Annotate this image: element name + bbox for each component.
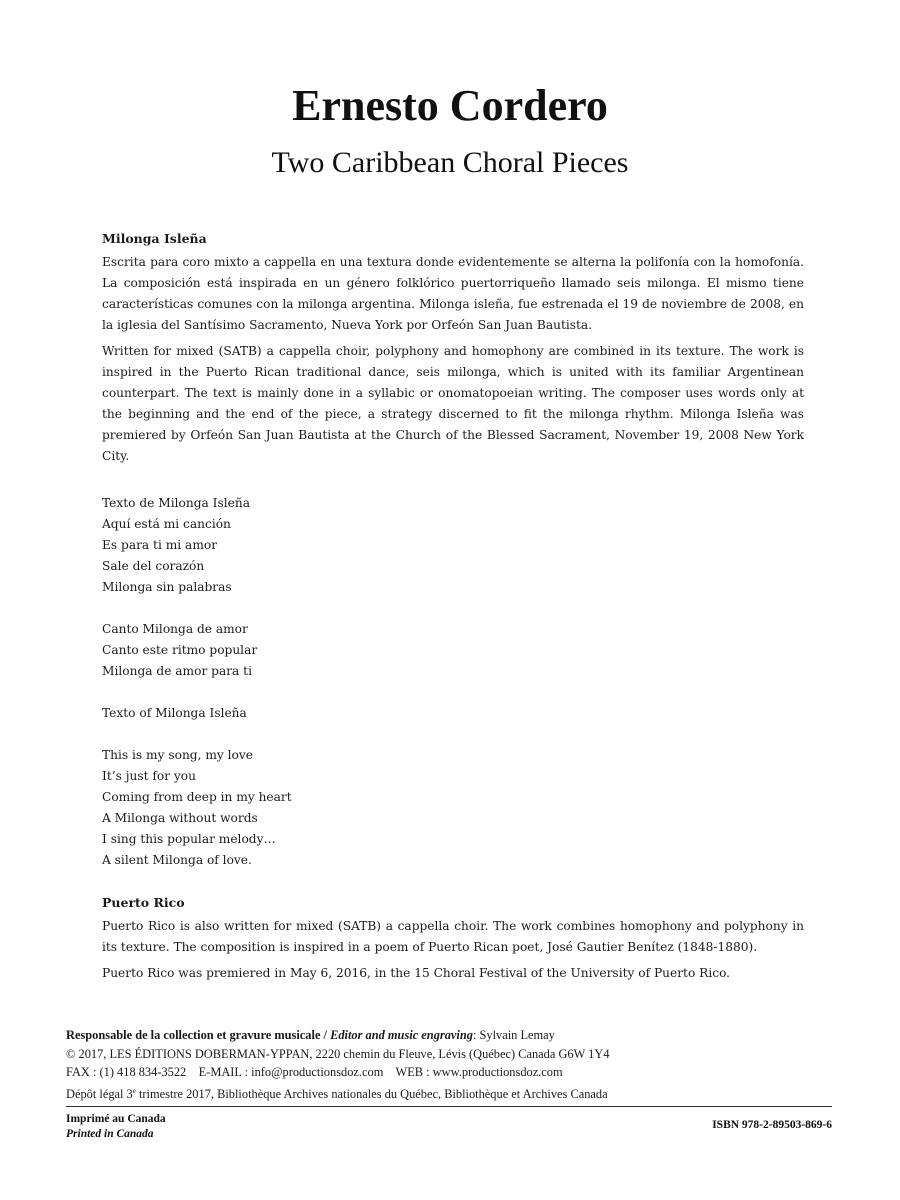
section-heading-puerto-rico: Puerto Rico <box>102 895 185 910</box>
lyrics-heading: Texto of Milonga Isleña <box>102 706 247 720</box>
footer-divider <box>66 1106 832 1107</box>
editor-name: Sylvain Lemay <box>479 1028 555 1042</box>
publisher-line: © 2017, LES ÉDITIONS DOBERMAN-YPPAN, 2220 chemin du Fleuve, Lévis (Québec) Canada G6W 1Y4 <box>66 1046 610 1061</box>
legal-deposit-line <box>66 1082 836 1104</box>
section-heading-milonga: Milonga Isleña <box>102 231 207 246</box>
printed-en: Printed in Canada <box>66 1128 154 1140</box>
lyric-line: I sing this popular melody… <box>102 832 276 846</box>
printed-in <box>66 1112 166 1142</box>
lyric-line: Coming from deep in my heart <box>102 790 292 804</box>
lyrics-spanish <box>102 493 804 682</box>
lyric-line: Sale del corazón <box>102 559 205 573</box>
lyrics-heading: Texto de Milonga Isleña <box>102 496 250 510</box>
lyric-line: Canto Milonga de amor <box>102 622 248 636</box>
lyrics-english <box>102 703 804 871</box>
lyric-line: Aquí está mi canción <box>102 517 231 531</box>
lyric-line: A Milonga without words <box>102 811 258 825</box>
composer-name: Ernesto Cordero <box>292 81 608 130</box>
lyric-line: Canto este ritmo popular <box>102 643 258 657</box>
legal-text-pre: Dépôt légal 3 <box>66 1086 133 1101</box>
editor-colon: : <box>472 1028 480 1042</box>
paragraph-spanish: Escrita para coro mixto a cappella en una textura donde evidentemente se alterna la polifonía con la homofonía. La composición está inspirada en un género folklórico puertorriqueño llamado seis milonga. El mismo tiene características comunes con la milonga argentina. Milonga isleña, fue estrenada el 19 de noviembre de 2008, en la iglesia del Santísimo Sacramento, Nueva York por Orfeón San Juan Bautista. <box>102 255 804 332</box>
printed-fr: Imprimé au Canada <box>66 1113 166 1125</box>
legal-superscript: e <box>132 1086 136 1095</box>
legal-text-post: trimestre 2017, Bibliothèque Archives nationales du Québec, Bibliothèque et Archives Canada <box>135 1086 608 1101</box>
lyric-line: This is my song, my love <box>102 748 253 762</box>
lyric-line: Es para ti mi amor <box>102 538 218 552</box>
editor-label-en: Editor and music engraving <box>330 1028 473 1042</box>
lyric-line: A silent Milonga of love. <box>102 853 252 867</box>
work-title: Two Caribbean Choral Pieces <box>271 146 629 179</box>
contact-line: FAX : (1) 418 834-3522 E-MAIL : info@productionsdoz.com WEB : www.productionsdoz.com <box>66 1065 563 1079</box>
paragraph-puerto-rico-2: Puerto Rico was premiered in May 6, 2016, in the 15 Choral Festival of the University of Puerto Rico. <box>102 966 731 980</box>
lyric-line: Milonga sin palabras <box>102 580 232 594</box>
paragraph-puerto-rico-1: Puerto Rico is also written for mixed (SATB) a cappella choir. The work combines homophony and polyphony in its texture. The composition is inspired in a poem of Puerto Rican poet, José Gautier Benítez (1848-1880). <box>102 919 804 954</box>
editor-separator: / <box>320 1028 331 1042</box>
lyric-line: It’s just for you <box>102 769 196 783</box>
paragraph-english: Written for mixed (SATB) a cappella choir, polyphony and homophony are combined in its texture. The work is inspired in the Puerto Rican traditional dance, seis milonga, which is united with its familiar Argentinean counterpart. The text is mainly done in a syllabic or onomatopoeian writing. The composer uses words only at the beginning and the end of the piece, a strategy discerned to fit the milonga rhythm. Milonga Isleña was premiered by Orfeón San Juan Bautista at the Church of the Blessed Sacrament, November 19, 2008 New York City. <box>102 344 804 463</box>
isbn: ISBN 978-2-89503-869-6 <box>712 1119 832 1131</box>
colophon <box>66 1026 836 1103</box>
editor-credit <box>66 1026 836 1045</box>
main-content <box>102 228 804 989</box>
editor-label-fr: Responsable de la collection et gravure musicale <box>66 1028 321 1042</box>
lyric-line: Milonga de amor para ti <box>102 664 252 678</box>
